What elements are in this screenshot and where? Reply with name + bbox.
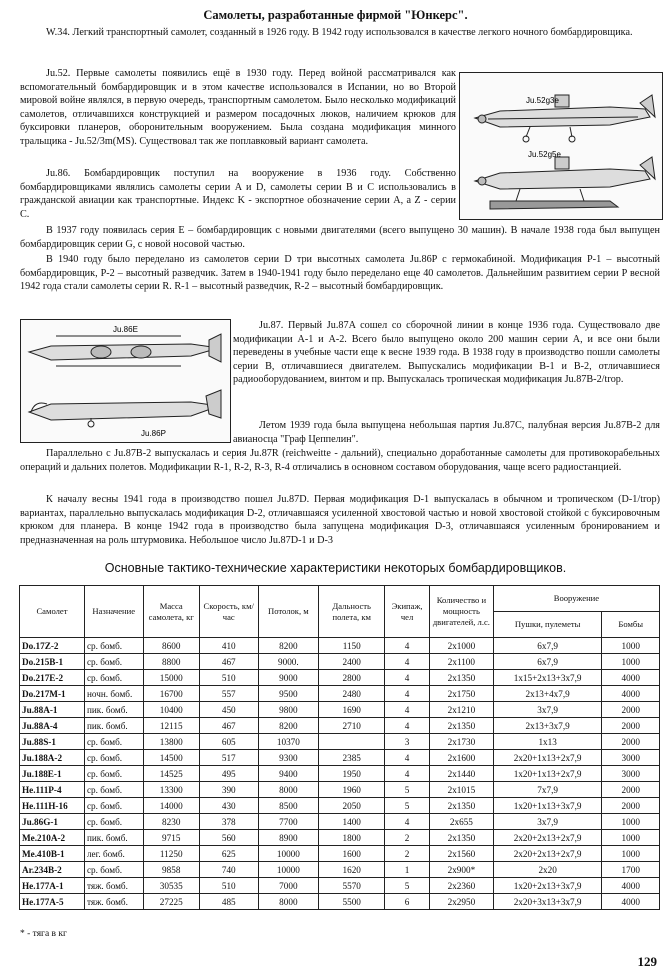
table-cell: 5570 bbox=[319, 878, 385, 894]
table-cell: 3000 bbox=[602, 750, 660, 766]
table-cell: 9858 bbox=[143, 862, 199, 878]
table-cell: Me.210A-2 bbox=[20, 830, 85, 846]
table-cell: 2x1350 bbox=[429, 830, 493, 846]
table-row bbox=[20, 878, 660, 894]
table-cell: 9400 bbox=[258, 766, 319, 782]
table-cell: 1000 bbox=[602, 654, 660, 670]
table-cell: лег. бомб. bbox=[84, 846, 143, 862]
table-cell: 7000 bbox=[258, 878, 319, 894]
figure-ju52 bbox=[459, 72, 663, 220]
table-cell: 2000 bbox=[602, 702, 660, 718]
table-cell: 2 bbox=[385, 830, 430, 846]
table-cell: 30535 bbox=[143, 878, 199, 894]
table-cell: 14000 bbox=[143, 798, 199, 814]
paragraph-ju87: Ju.87. Первый Ju.87A сошел со сборочной линии в конце 1936 года. Существовало две модификации A-1 и A-2. Всего было выпущено около 200 машин серии A, и все они были переведены в учебные части еще к весне 1939 года. В 1938 году в производство пошли самолеты серии B, отличавшиеся двигателем. Выпускались модификации B-1 и B-2, отличавшиеся радиооборудованием, винтом и пр. Выпускалась тропическая модификация Ju.87B-2/trop. bbox=[233, 320, 660, 386]
paragraph-ju87c: Летом 1939 года была выпущена небольшая партия Ju.87C, палубная версия Ju.87B-2 для авианосца "Граф Цеппелин". bbox=[233, 420, 660, 445]
header-ceiling: Потолок, м bbox=[258, 586, 319, 638]
header-mass: Масса самолета, кг bbox=[143, 586, 199, 638]
table-cell: Ar.234B-2 bbox=[20, 862, 85, 878]
table-cell: 4 bbox=[385, 654, 430, 670]
table-cell: 2400 bbox=[319, 654, 385, 670]
table-cell: 1x20+1x13+2x7,9 bbox=[493, 766, 602, 782]
table-cell: 2x20+1x13+2x7,9 bbox=[493, 750, 602, 766]
table-cell: Do.17Z-2 bbox=[20, 638, 85, 654]
table-cell: 2x1750 bbox=[429, 686, 493, 702]
table-cell: 4 bbox=[385, 702, 430, 718]
table-cell: 450 bbox=[199, 702, 258, 718]
table-cell: 1000 bbox=[602, 830, 660, 846]
table-row bbox=[20, 782, 660, 798]
table-cell: Me.410B-1 bbox=[20, 846, 85, 862]
table-cell: 1x13 bbox=[493, 734, 602, 750]
page-number: 129 bbox=[637, 954, 657, 969]
table-cell: 378 bbox=[199, 814, 258, 830]
table-cell: 3000 bbox=[602, 766, 660, 782]
table-cell: Do.217E-2 bbox=[20, 670, 85, 686]
table-cell: 1 bbox=[385, 862, 430, 878]
table-cell: 467 bbox=[199, 654, 258, 670]
table-cell: Ju.188E-1 bbox=[20, 766, 85, 782]
table-cell: Do.215B-1 bbox=[20, 654, 85, 670]
table-cell: Ju.88S-1 bbox=[20, 734, 85, 750]
table-cell: 6 bbox=[385, 894, 430, 910]
table-cell: 4000 bbox=[602, 878, 660, 894]
table-cell: 557 bbox=[199, 686, 258, 702]
table-cell: 5500 bbox=[319, 894, 385, 910]
header-guns: Пушки, пулеметы bbox=[493, 612, 602, 638]
table-row bbox=[20, 718, 660, 734]
table-cell: Do.217M-1 bbox=[20, 686, 85, 702]
table-cell: Ju.86G-1 bbox=[20, 814, 85, 830]
table-cell: 2385 bbox=[319, 750, 385, 766]
table-cell: ночн. бомб. bbox=[84, 686, 143, 702]
table-cell: 3 bbox=[385, 734, 430, 750]
table-cell: He.177A-1 bbox=[20, 878, 85, 894]
table-cell: 2x20 bbox=[493, 862, 602, 878]
table-cell: 2x1440 bbox=[429, 766, 493, 782]
table-cell: ср. бомб. bbox=[84, 862, 143, 878]
table-cell: 10400 bbox=[143, 702, 199, 718]
table-cell: 1620 bbox=[319, 862, 385, 878]
table-cell: 3x7,9 bbox=[493, 702, 602, 718]
table-cell: 4 bbox=[385, 686, 430, 702]
figure-ju86 bbox=[20, 319, 231, 443]
table-cell: 430 bbox=[199, 798, 258, 814]
fig1-label-b: Ju.52g5e bbox=[528, 150, 561, 159]
table-cell: 2000 bbox=[602, 798, 660, 814]
table-cell: ср. бомб. bbox=[84, 638, 143, 654]
table-cell: 1000 bbox=[602, 846, 660, 862]
ju86-drawing bbox=[21, 320, 230, 442]
table-cell: 2x20+2x13+2x7,9 bbox=[493, 846, 602, 862]
table-cell: 11250 bbox=[143, 846, 199, 862]
table-cell: 12115 bbox=[143, 718, 199, 734]
fig1-label-a: Ju.52g3e bbox=[526, 96, 559, 105]
table-cell: ср. бомб. bbox=[84, 766, 143, 782]
table-cell: 1600 bbox=[319, 846, 385, 862]
table-cell: 1800 bbox=[319, 830, 385, 846]
table-cell: 15000 bbox=[143, 670, 199, 686]
table-cell: ср. бомб. bbox=[84, 814, 143, 830]
table-cell: 2x1015 bbox=[429, 782, 493, 798]
table-cell: 740 bbox=[199, 862, 258, 878]
table-cell: 8000 bbox=[258, 894, 319, 910]
table-cell: 5 bbox=[385, 782, 430, 798]
table-cell: 5 bbox=[385, 878, 430, 894]
table-cell: 4 bbox=[385, 766, 430, 782]
table-cell: 10000 bbox=[258, 862, 319, 878]
table-cell: 2x1350 bbox=[429, 718, 493, 734]
table-cell: 8230 bbox=[143, 814, 199, 830]
table-row bbox=[20, 862, 660, 878]
table-cell: 13800 bbox=[143, 734, 199, 750]
table-cell: 1960 bbox=[319, 782, 385, 798]
header-bombs: Бомбы bbox=[602, 612, 660, 638]
header-armament: Вооружение bbox=[493, 586, 659, 612]
table-cell: пик. бомб. bbox=[84, 830, 143, 846]
table-cell: 2x20+2x13+2x7,9 bbox=[493, 830, 602, 846]
table-cell: 2x1600 bbox=[429, 750, 493, 766]
table-row bbox=[20, 766, 660, 782]
table-cell: 560 bbox=[199, 830, 258, 846]
table-cell: 8900 bbox=[258, 830, 319, 846]
header-purpose: Назначение bbox=[84, 586, 143, 638]
table-cell: 4000 bbox=[602, 894, 660, 910]
table-cell: Ju.88A-4 bbox=[20, 718, 85, 734]
table-cell: 1x20+2x13+3x7,9 bbox=[493, 878, 602, 894]
table-cell: 2x1560 bbox=[429, 846, 493, 862]
table-cell: 6x7,9 bbox=[493, 654, 602, 670]
table-cell: 390 bbox=[199, 782, 258, 798]
table-cell: 410 bbox=[199, 638, 258, 654]
table-cell: 8600 bbox=[143, 638, 199, 654]
table-cell: ср. бомб. bbox=[84, 734, 143, 750]
table-cell: 9800 bbox=[258, 702, 319, 718]
table-cell: пик. бомб. bbox=[84, 702, 143, 718]
table-cell: 4 bbox=[385, 718, 430, 734]
table-cell: Ju.88A-1 bbox=[20, 702, 85, 718]
table-row bbox=[20, 670, 660, 686]
fig2-label-a: Ju.86E bbox=[113, 325, 138, 334]
table-cell: 2x1000 bbox=[429, 638, 493, 654]
table-cell: 8800 bbox=[143, 654, 199, 670]
paragraph-ju86e: В 1937 году появилась серия E – бомбардировщик с новыми двигателями (всего выпущено 30 машин). В начале 1938 года был выпущен бомбардировщик серии G, с новой носовой частью. bbox=[20, 225, 660, 250]
table-row bbox=[20, 830, 660, 846]
table-cell: 1x15+2x13+3x7,9 bbox=[493, 670, 602, 686]
table-cell: ср. бомб. bbox=[84, 670, 143, 686]
table-cell: 2x1100 bbox=[429, 654, 493, 670]
table-cell: 625 bbox=[199, 846, 258, 862]
table-cell: 1150 bbox=[319, 638, 385, 654]
table-cell: 2000 bbox=[602, 734, 660, 750]
table-cell: 3x7,9 bbox=[493, 814, 602, 830]
paragraph-ju52: Ju.52. Первые самолеты появились ещё в 1930 году. Перед войной рассматривался как вспомогательный бомбардировщик и в этом качестве использовался в Испании, но во Второй мировой войне являлся, в первую очередь, транспортным самолетом. Было несколько модификаций самолетов, отличавшихся конструкцией и размером посадочных люков, наличием крюков для буксировки планеров, оборонительным вооружением. Была создана модификация минного тральщика - Ju.52/3m(MS). Существовал так же поплавковый вариант самолета. bbox=[20, 68, 456, 147]
table-cell: 27225 bbox=[143, 894, 199, 910]
table-cell: 8000 bbox=[258, 782, 319, 798]
table-cell: 1x20+1x13+3x7,9 bbox=[493, 798, 602, 814]
table-cell: 485 bbox=[199, 894, 258, 910]
paragraph-ju86p: В 1940 году было переделано из самолетов серии D три высотных самолета Ju.86P с гермокабиной. Модификация P-1 – высотный бомбардировщик, P-2 – высотный разведчик. Затем в 1940-1941 году было переделано еще 40 самолетов. Дальнейшим развитием серии P весной 1942 года стали самолеты серии R. R-1 – высотный разведчик, R-2 – высотный бомбардировщик. bbox=[20, 254, 660, 293]
table-cell: 2480 bbox=[319, 686, 385, 702]
table-cell: 2x1730 bbox=[429, 734, 493, 750]
table-cell: Ju.188A-2 bbox=[20, 750, 85, 766]
table-cell: 4 bbox=[385, 814, 430, 830]
table-cell: 8500 bbox=[258, 798, 319, 814]
table-cell: 2x1350 bbox=[429, 798, 493, 814]
table-cell: 16700 bbox=[143, 686, 199, 702]
table-cell: 1000 bbox=[602, 814, 660, 830]
table-cell: 2050 bbox=[319, 798, 385, 814]
table-row bbox=[20, 798, 660, 814]
table-cell: 605 bbox=[199, 734, 258, 750]
table-cell: 10000 bbox=[258, 846, 319, 862]
table-row bbox=[20, 638, 660, 654]
table-cell: 1000 bbox=[602, 638, 660, 654]
table-cell: 495 bbox=[199, 766, 258, 782]
table-row bbox=[20, 750, 660, 766]
table-cell: 2x13+3x7,9 bbox=[493, 718, 602, 734]
table-cell: 8200 bbox=[258, 638, 319, 654]
table-cell: 2x20+3x13+3x7,9 bbox=[493, 894, 602, 910]
table-cell: 2x655 bbox=[429, 814, 493, 830]
table-cell: 9715 bbox=[143, 830, 199, 846]
table-cell: He.111P-4 bbox=[20, 782, 85, 798]
table-cell: 2x1350 bbox=[429, 670, 493, 686]
table-cell: ср. бомб. bbox=[84, 750, 143, 766]
table-cell: 1690 bbox=[319, 702, 385, 718]
table-cell: пик. бомб. bbox=[84, 718, 143, 734]
table-row bbox=[20, 734, 660, 750]
table-cell: 14525 bbox=[143, 766, 199, 782]
table-cell: 4 bbox=[385, 638, 430, 654]
table-cell: 2x13+4x7,9 bbox=[493, 686, 602, 702]
footnote: * - тяга в кг bbox=[20, 929, 67, 939]
table-cell: 4000 bbox=[602, 686, 660, 702]
header-range: Дальность полета, км bbox=[319, 586, 385, 638]
table-cell: 2800 bbox=[319, 670, 385, 686]
table-row bbox=[20, 702, 660, 718]
table-row bbox=[20, 686, 660, 702]
paragraph-ju87d: К началу весны 1941 года в производство пошел Ju.87D. Первая модификация D-1 выпускалась в обычном и тропическом (D-1/trop) вариантах, параллельно выпускалась модификация D-2, отличавшаяся усиленной хвостовой частью и новой хвостовой стойкой с буксировочным крюком для планера. В конце 1942 года в производство была запущена модификация D-3, отличавшаяся усиленным бронированием и предназначенная на роль штурмовика. Небольшое число Ju.87D-1 и D-3 bbox=[20, 494, 660, 546]
table-cell: 2x900* bbox=[429, 862, 493, 878]
paragraph-w34: W.34. Легкий транспортный самолет, созданный в 1926 году. В 1942 году использовался в качестве легкого ночного бомбардировщика. bbox=[46, 27, 633, 38]
specs-table-body bbox=[20, 638, 660, 910]
table-cell: 517 bbox=[199, 750, 258, 766]
table-cell: 4 bbox=[385, 750, 430, 766]
table-cell: 510 bbox=[199, 670, 258, 686]
table-cell: тяж. бомб. bbox=[84, 878, 143, 894]
table-cell: 2x1210 bbox=[429, 702, 493, 718]
table-cell: 2 bbox=[385, 846, 430, 862]
table-cell: 4 bbox=[385, 670, 430, 686]
table-cell: He.177A-5 bbox=[20, 894, 85, 910]
table-cell: 9000. bbox=[258, 654, 319, 670]
table-cell: 6x7,9 bbox=[493, 638, 602, 654]
table-row bbox=[20, 814, 660, 830]
paragraph-ju86: Ju.86. Бомбардировщик поступил на вооружение в 1936 году. Собственно бомбардировщиками являлись самолеты серии A и D, самолеты серии B и C использовались в гражданской авиации как транспортные. Индекс K - экспортное обозначение серии A, а Z - серии C. bbox=[20, 168, 456, 220]
table-cell: 1950 bbox=[319, 766, 385, 782]
specs-table bbox=[19, 585, 660, 910]
table-cell: 467 bbox=[199, 718, 258, 734]
table-cell: 9000 bbox=[258, 670, 319, 686]
table-title: Основные тактико-технические характеристики некоторых бомбардировщиков. bbox=[104, 561, 567, 575]
table-cell: тяж. бомб. bbox=[84, 894, 143, 910]
paragraph-ju87r: Параллельно с Ju.87B-2 выпускалась и серия Ju.87R (reichweitte - дальний), специально доработанные самолеты для противокорабельных операций и дальних полетов. Модификации R-1, R-2, R-3, R-4 отличались в основном составом оборудования, чаще всего радиостанцией. bbox=[20, 448, 660, 473]
header-aircraft: Самолет bbox=[20, 586, 85, 638]
table-cell: 9500 bbox=[258, 686, 319, 702]
table-cell bbox=[319, 734, 385, 750]
table-cell: 2x2950 bbox=[429, 894, 493, 910]
table-cell: 14500 bbox=[143, 750, 199, 766]
fig2-label-b: Ju.86P bbox=[141, 429, 166, 438]
table-cell: 1400 bbox=[319, 814, 385, 830]
table-row bbox=[20, 846, 660, 862]
table-cell: 2000 bbox=[602, 718, 660, 734]
table-row bbox=[20, 894, 660, 910]
table-cell: 7x7,9 bbox=[493, 782, 602, 798]
table-cell: 10370 bbox=[258, 734, 319, 750]
header-engines: Количество и мощность двигателей, л.с. bbox=[429, 586, 493, 638]
table-cell: 7700 bbox=[258, 814, 319, 830]
table-cell: 2x2360 bbox=[429, 878, 493, 894]
table-row bbox=[20, 654, 660, 670]
ju52-drawing bbox=[460, 73, 662, 219]
table-cell: 510 bbox=[199, 878, 258, 894]
header-speed: Скорость, км/час bbox=[199, 586, 258, 638]
table-cell: 2000 bbox=[602, 782, 660, 798]
table-cell: He.111H-16 bbox=[20, 798, 85, 814]
table-cell: ср. бомб. bbox=[84, 782, 143, 798]
table-cell: 8200 bbox=[258, 718, 319, 734]
table-cell: 2710 bbox=[319, 718, 385, 734]
table-cell: ср. бомб. bbox=[84, 654, 143, 670]
table-cell: 4000 bbox=[602, 670, 660, 686]
page-title: Самолеты, разработанные фирмой "Юнкерс". bbox=[203, 8, 468, 22]
table-cell: 5 bbox=[385, 798, 430, 814]
table-cell: 9300 bbox=[258, 750, 319, 766]
header-crew: Экипаж, чел bbox=[385, 586, 430, 638]
table-cell: 13300 bbox=[143, 782, 199, 798]
table-cell: ср. бомб. bbox=[84, 798, 143, 814]
table-cell: 1700 bbox=[602, 862, 660, 878]
